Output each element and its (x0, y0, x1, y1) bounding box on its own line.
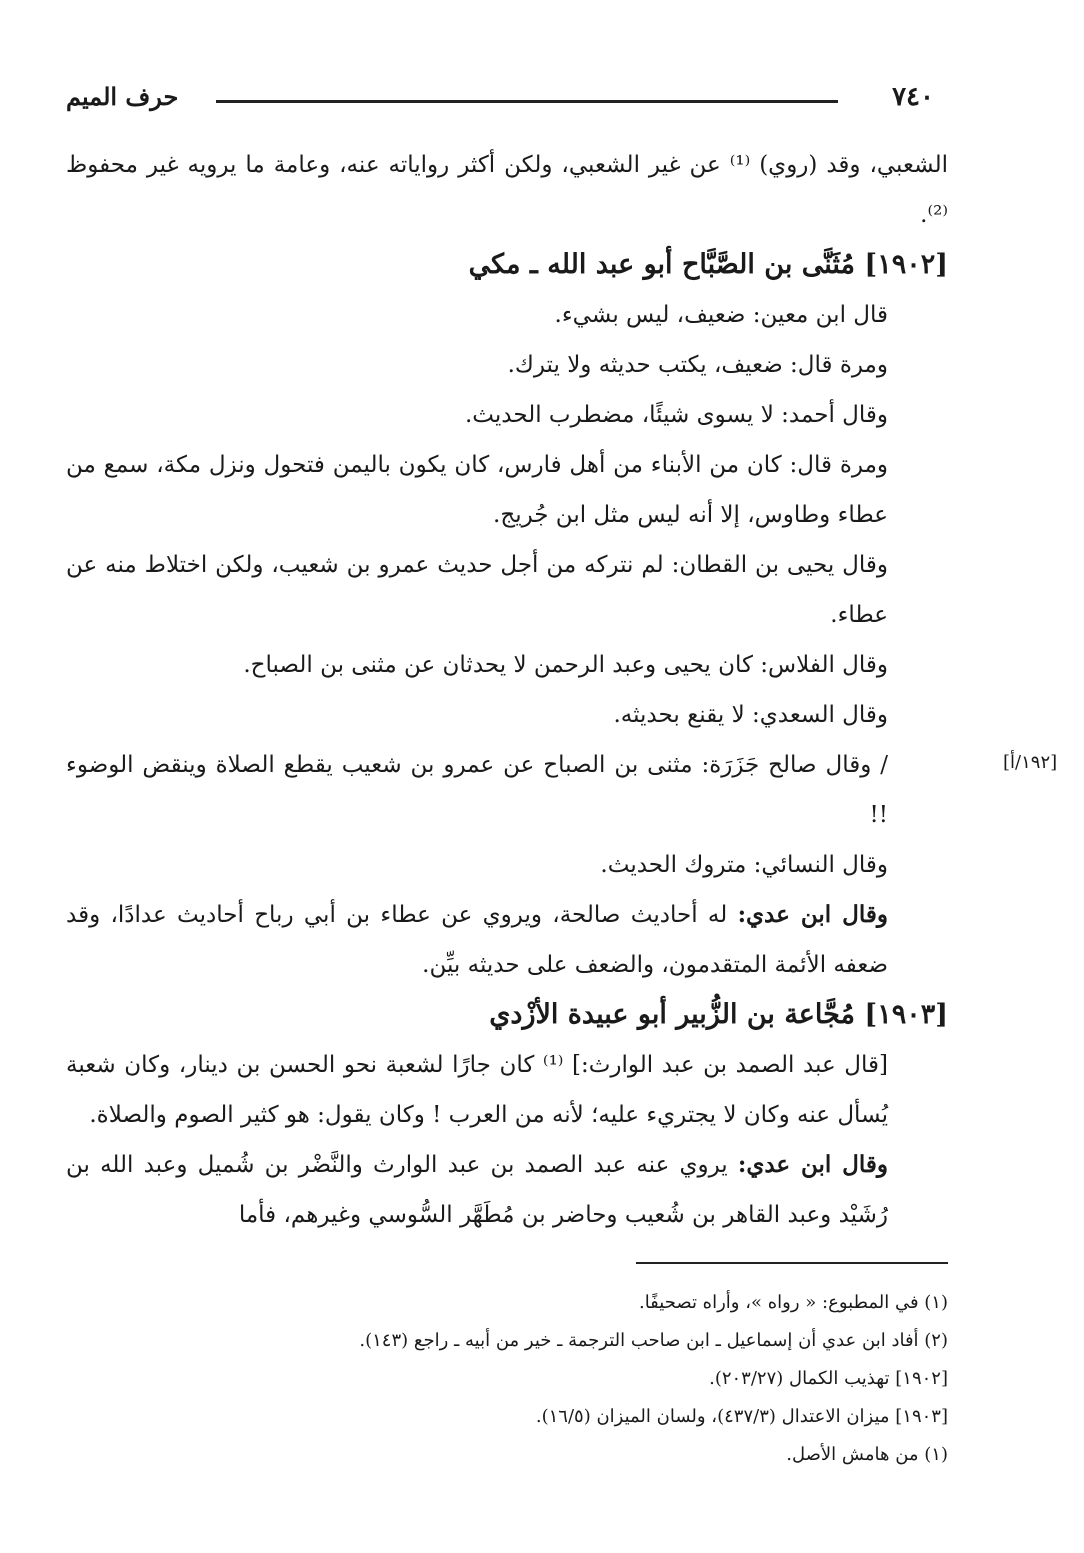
paragraph: الشعبي، وقد (روي) ⁽¹⁾ عن غير الشعبي، ولكن أكثر رواياته عنه، وعامة ما يرويه غير محفوظ ⁽²⁾. (66, 152, 949, 228)
margin-folio-note: [١٩٢/أ] (1003, 752, 1058, 773)
paragraph: وقال النسائي: متروك الحديث. (600, 852, 888, 878)
paragraph: وقال يحيى بن القطان: لم نتركه من أجل حديث عمرو بن شعيب، ولكن اختلاط منه عن عطاء. (66, 552, 888, 628)
paragraph-text: له أحاديث صالحة، ويروي عن عطاء بن أبي رباح أحاديث عدادًا، وقد ضعفه الأئمة المتقدمون، والضعف على حديثه بيِّن. (66, 902, 888, 978)
paragraph: / وقال صالح جَزَرَة: مثنى بن الصباح عن عمرو بن شعيب يقطع الصلاة وينقض الوضوء !! (66, 752, 888, 828)
paragraph: وقال أحمد: لا يسوى شيئًا، مضطرب الحديث. (464, 402, 888, 428)
main-text (66, 140, 948, 1240)
paragraph: ومرة قال: ضعيف، يكتب حديثه ولا يترك. (507, 352, 888, 378)
paragraph: وقال السعدي: لا يقنع بحديثه. (613, 702, 888, 728)
footnote: (٢) أفاد ابن عدي أن إسماعيل ـ ابن صاحب الترجمة ـ خير من أبيه ـ راجع (١٤٣). (359, 1330, 948, 1351)
footnote-separator (636, 1262, 948, 1264)
page-number: ٧٤٠ (892, 82, 934, 112)
entry-heading-1902: [١٩٠٢] مُثَنَّى بن الصَّبَّاح أبو عبد الله ـ مكي (468, 249, 948, 280)
footnotes (136, 1284, 948, 1474)
running-title: حرف الميم (66, 82, 179, 111)
paragraph-text: يروي عنه عبد الصمد بن عبد الوارث والنَّضْر بن شُميل وعبد الله بن رُشَيْد وعبد القاهر بن شُعيب وحاضر بن مُطَهَّر السُّوسي وغيرهم، فأما (66, 1152, 888, 1228)
header-rule (216, 100, 838, 103)
speaker-lead: وقال ابن عدي: (737, 901, 888, 928)
footnote: [١٩٠٢] تهذيب الكمال (٢٠٣/٢٧). (709, 1368, 948, 1389)
paragraph: ومرة قال: كان من الأبناء من أهل فارس، كان يكون باليمن فتحول ونزل مكة، سمع من عطاء وطاوس، إلا أنه ليس مثل ابن جُريج. (66, 452, 888, 528)
footnote: (١) من هامش الأصل. (786, 1444, 948, 1465)
footnote: (١) في المطبوع: « رواه »، وأراه تصحيفًا. (638, 1292, 948, 1313)
paragraph: قال ابن معين: ضعيف، ليس بشيء. (554, 302, 888, 328)
speaker-lead: وقال ابن عدي: (737, 1151, 888, 1178)
paragraph (66, 890, 948, 990)
page-header (66, 82, 934, 122)
entry-heading-1903: [١٩٠٣] مُجَّاعة بن الزُّبير أبو عبيدة الأزْدي (489, 999, 948, 1030)
paragraph: [قال عبد الصمد بن عبد الوارث:] ⁽¹⁾ كان جارًا لشعبة نحو الحسن بن دينار، وكان شعبة يُسأل عنه وكان لا يجتريء عليه؛ لأنه من العرب ! وكان يقول: هو كثير الصوم والصلاة. (66, 1052, 888, 1128)
paragraph: وقال الفلاس: كان يحيى وعبد الرحمن لا يحدثان عن مثنى بن الصباح. (243, 652, 888, 678)
paragraph (66, 1140, 948, 1240)
footnote: [١٩٠٣] ميزان الاعتدال (٤٣٧/٣)، ولسان الميزان (١٦/٥). (535, 1406, 948, 1427)
